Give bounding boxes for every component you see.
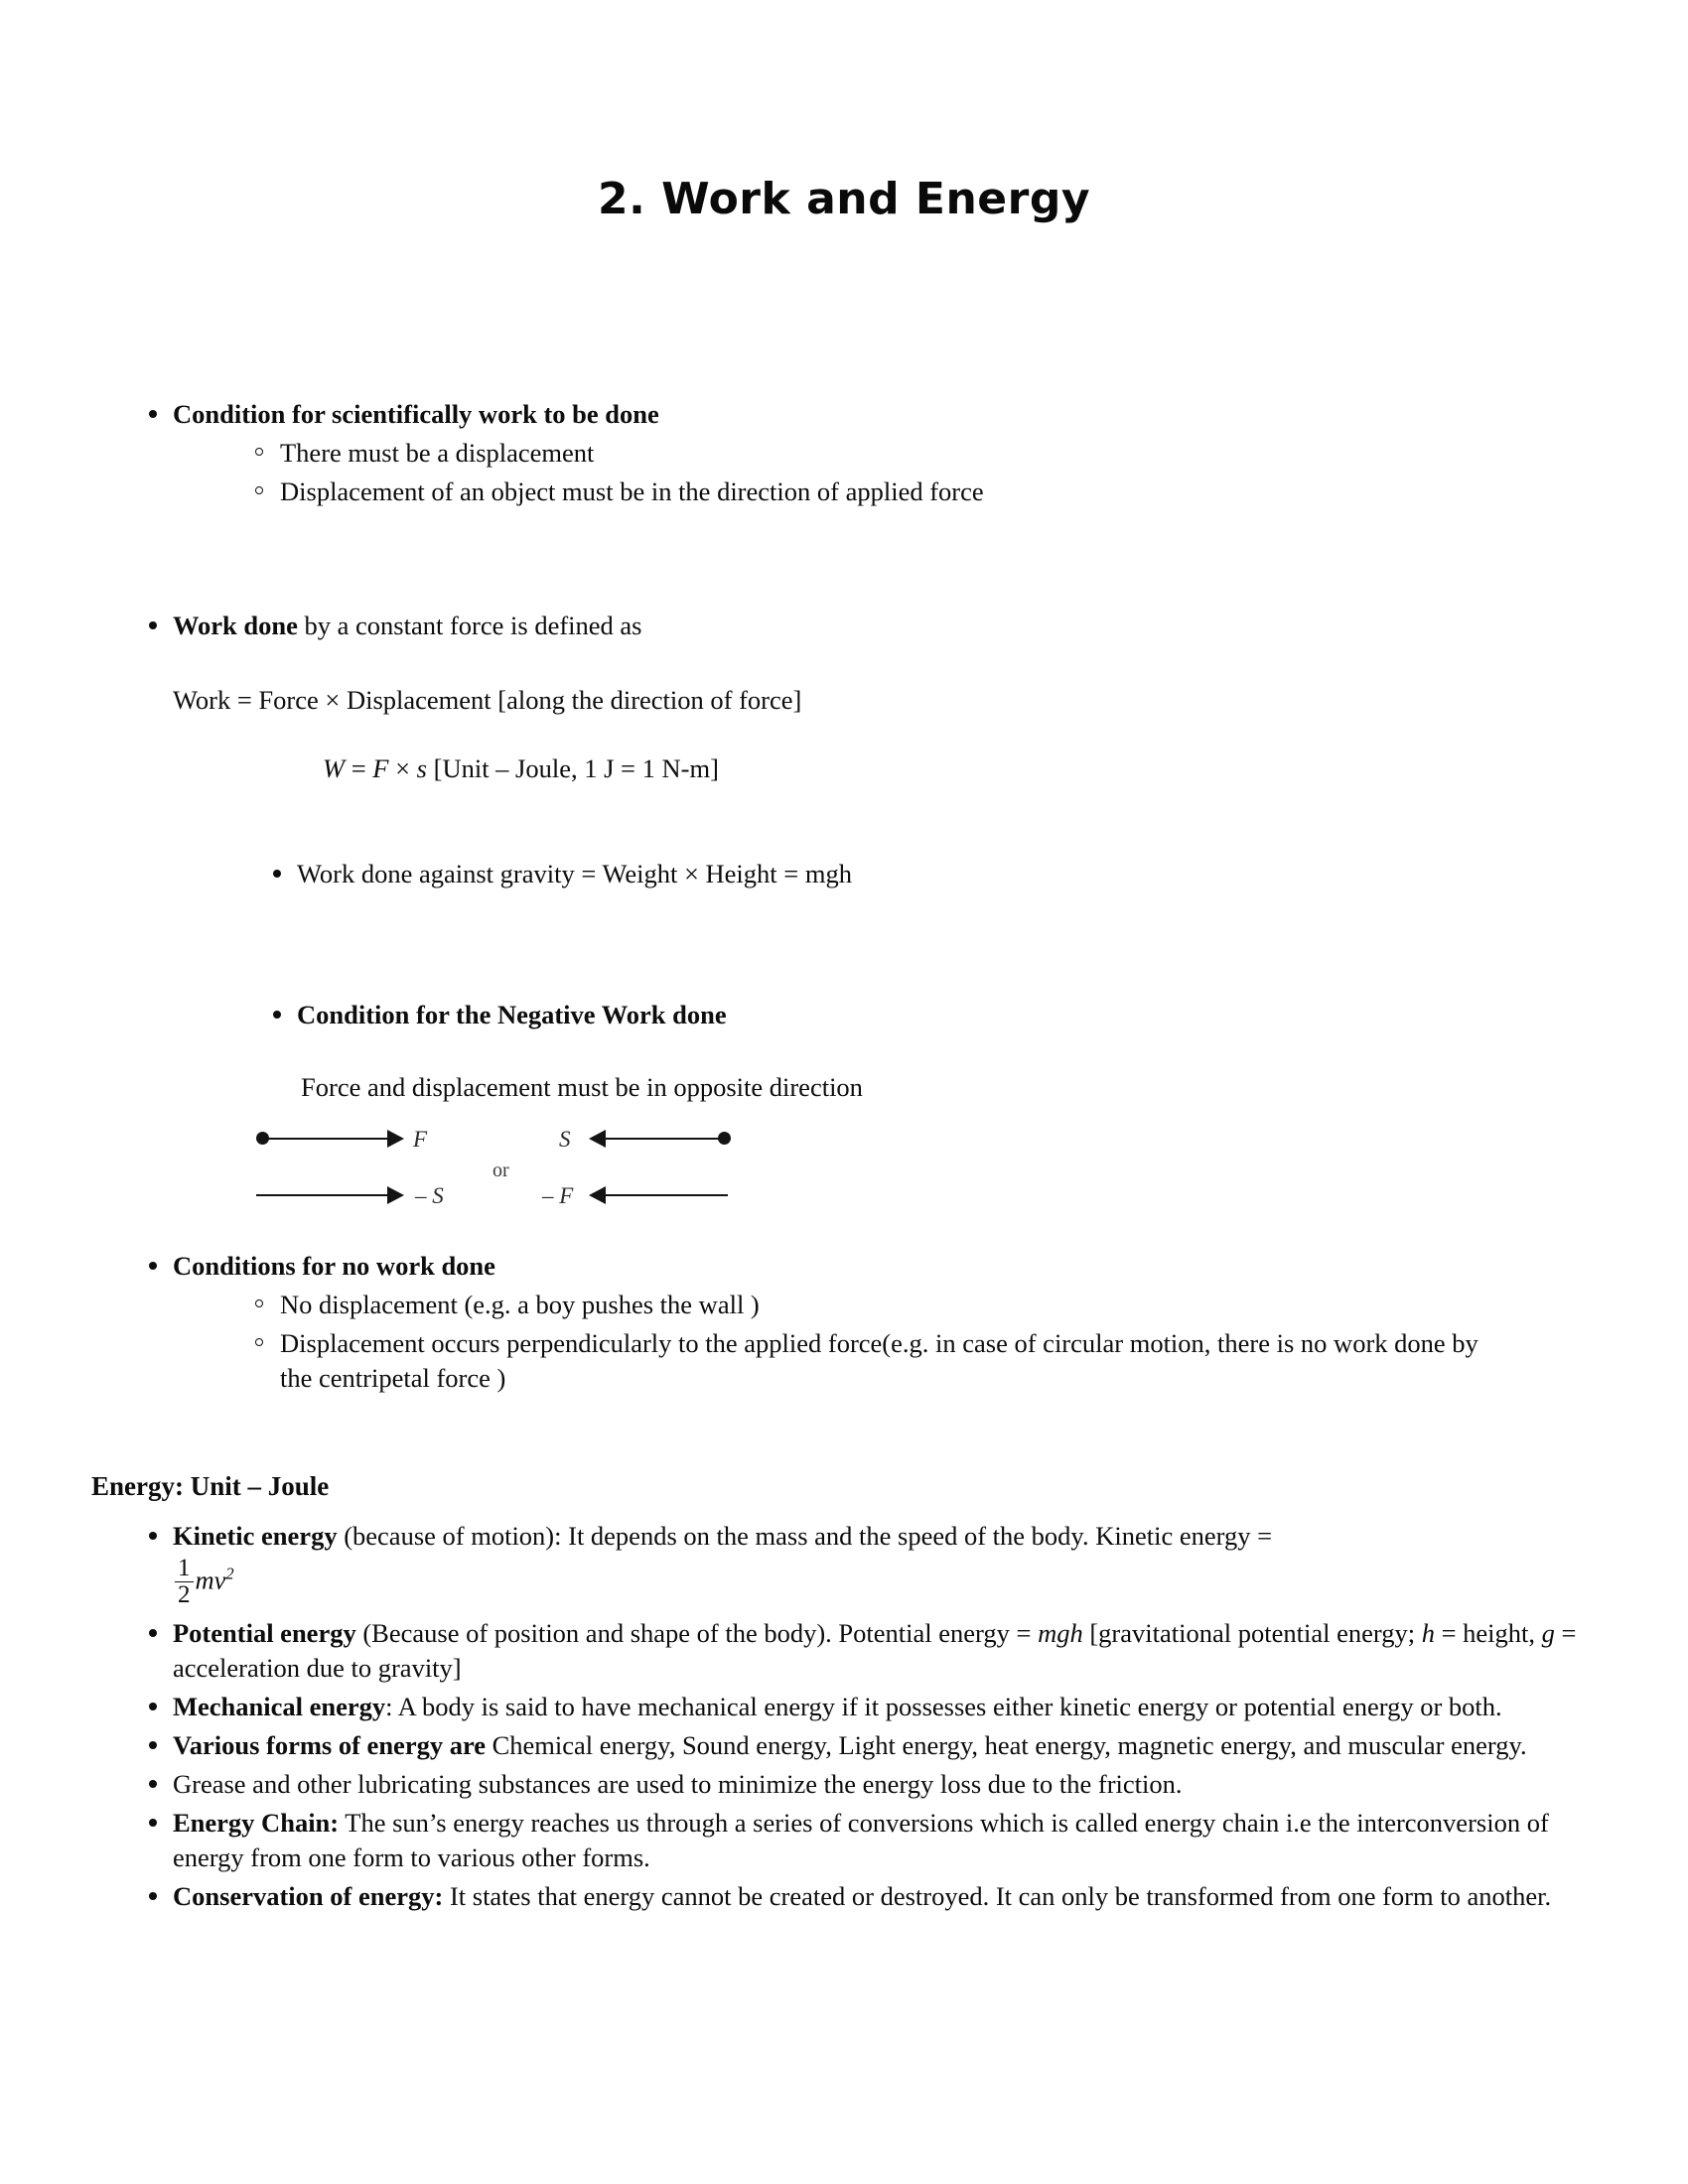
list-item-potential-energy — [139, 1616, 1579, 1686]
list-item-energy-chain — [139, 1806, 1579, 1875]
formula-symbol-s: s — [416, 753, 427, 783]
symbol-g: g — [1541, 1617, 1555, 1648]
list-item — [139, 609, 1529, 643]
negative-work-list — [263, 998, 1554, 1032]
diagram-row-top — [256, 1122, 812, 1156]
arrow-head-right-force-icon — [387, 1130, 404, 1148]
formula-eq: = — [345, 753, 373, 783]
kinetic-energy-formula — [173, 1556, 1579, 1608]
negative-work-heading: Condition for the Negative Work done — [297, 1000, 727, 1029]
diagram-label-neg-f: – F — [542, 1183, 574, 1208]
energy-list — [139, 1519, 1579, 1914]
section-condition-work — [139, 397, 1529, 509]
force-displacement-diagram — [256, 1122, 812, 1221]
arrow-shaft-neg-f — [604, 1194, 728, 1196]
list-item — [139, 1249, 1559, 1396]
arrow-shaft-force — [262, 1138, 391, 1140]
diagram-row-bottom — [256, 1178, 812, 1212]
no-work-heading: Conditions for no work done — [173, 1251, 495, 1281]
list-item-mechanical-energy — [139, 1690, 1579, 1724]
condition-work-sublist — [246, 436, 1529, 509]
diagram-label-s: S — [559, 1127, 571, 1152]
work-done-rest: by a constant force is defined as — [297, 611, 642, 640]
list-item: No displacement (e.g. a boy pushes the wall ) — [246, 1288, 1559, 1322]
formula-exponent: 2 — [225, 1564, 234, 1583]
list-item — [139, 397, 1529, 509]
list-item-various-forms — [139, 1728, 1579, 1763]
negative-work-statement: Force and displacement must be in opposite direction — [301, 1072, 863, 1102]
energy-chain-label: Energy Chain: — [173, 1807, 340, 1838]
gravity-list — [263, 857, 1554, 891]
arrow-head-right-neg-s-icon — [387, 1186, 404, 1204]
work-done-bold: Work done — [173, 611, 298, 640]
arrow-shaft-neg-s — [256, 1194, 391, 1196]
work-done-list — [139, 609, 1529, 643]
conservation-text: It states that energy cannot be created or destroyed. It can only be transformed from one form to another. — [443, 1880, 1552, 1911]
list-item-conservation — [139, 1879, 1579, 1914]
condition-work-heading: Condition for scientifically work to be done — [173, 399, 659, 429]
section-energy-list — [139, 1519, 1579, 1914]
formula-mgh: mgh — [1038, 1617, 1083, 1648]
potential-energy-text-d: = acceleration due to gravity] — [173, 1617, 1577, 1683]
section-work-gravity — [263, 857, 1554, 891]
section-no-work — [139, 1249, 1559, 1396]
list-item — [263, 998, 1554, 1032]
list-item: Displacement occurs perpendicularly to the applied force(e.g. in case of circular motion, there is no work done by the centripetal force ) — [246, 1326, 1559, 1396]
potential-energy-text-a: (Because of position and shape of the body). Potential energy = — [355, 1617, 1039, 1648]
fraction-denominator: 2 — [175, 1581, 194, 1608]
arrow-shaft-displacement — [604, 1138, 723, 1140]
mechanical-energy-text: : A body is said to have mechanical energy if it possesses either kinetic energy or potential energy or both. — [385, 1691, 1502, 1721]
no-work-list — [139, 1249, 1559, 1396]
diagram-or-label: or — [492, 1160, 509, 1181]
work-formula-line — [323, 751, 1688, 786]
diagram-label-f: F — [413, 1127, 428, 1152]
section-negative-work — [263, 998, 1554, 1032]
formula-mv: mv — [195, 1565, 226, 1595]
various-forms-label: Various forms of energy are — [173, 1729, 486, 1760]
energy-chain-text: The sun’s energy reaches us through a series of conversions which is called energy chain i.e the interconversion of energy from one form to various other forms. — [173, 1807, 1549, 1872]
list-item-grease: Grease and other lubricating substances are used to minimize the energy loss due to the friction. — [139, 1767, 1579, 1802]
origin-dot-right — [718, 1132, 731, 1145]
potential-energy-text-b: [gravitational potential energy; — [1082, 1617, 1422, 1648]
list-item: Work done against gravity = Weight × Height = mgh — [263, 857, 1554, 891]
kinetic-energy-text: (because of motion): It depends on the mass and the speed of the body. Kinetic energy = — [337, 1521, 1273, 1551]
symbol-h: h — [1421, 1617, 1435, 1648]
diagram-label-neg-s: – S — [415, 1183, 444, 1208]
potential-energy-text-c: = height, — [1434, 1617, 1542, 1648]
formula-times: × — [388, 753, 417, 783]
section-work-done — [139, 609, 1529, 643]
one-half-fraction — [175, 1556, 194, 1608]
formula-symbol-w: W — [323, 753, 346, 783]
kinetic-energy-label: Kinetic energy — [173, 1521, 338, 1551]
list-item-kinetic-energy — [139, 1519, 1579, 1608]
work-definition-line: Work = Force × Displacement [along the direction of force] — [173, 685, 802, 715]
condition-work-list — [139, 397, 1529, 509]
fraction-numerator: 1 — [178, 1554, 191, 1581]
conservation-label: Conservation of energy: — [173, 1880, 444, 1911]
page-title: 2. Work and Energy — [597, 174, 1091, 224]
no-work-sublist — [246, 1288, 1559, 1396]
formula-unit-tail: [Unit – Joule, 1 J = 1 N-m] — [427, 753, 719, 783]
formula-symbol-f: F — [372, 753, 389, 783]
mechanical-energy-label: Mechanical energy — [173, 1691, 386, 1721]
list-item: There must be a displacement — [246, 436, 1529, 471]
potential-energy-label: Potential energy — [173, 1617, 356, 1648]
various-forms-text: Chemical energy, Sound energy, Light energy, heat energy, magnetic energy, and muscular energy. — [486, 1729, 1527, 1760]
energy-section-heading: Energy: Unit – Joule — [91, 1471, 330, 1501]
list-item: Displacement of an object must be in the direction of applied force — [246, 475, 1529, 509]
